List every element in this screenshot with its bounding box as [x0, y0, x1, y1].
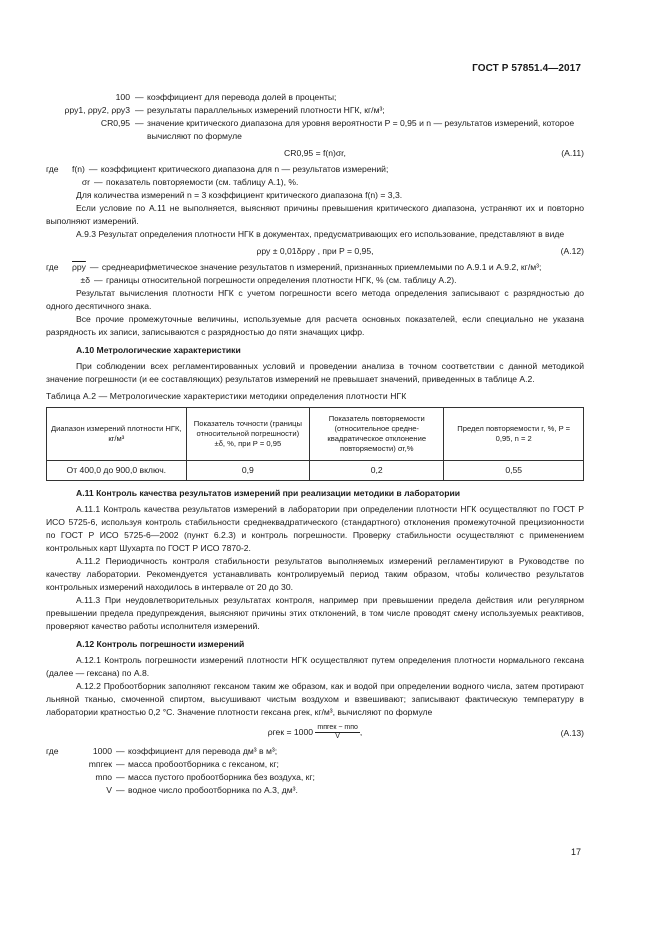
- table-header-cell: Показатель точности (границы относительной погрешности) ±δ, %, при P = 0,95: [186, 408, 310, 461]
- where-text: масса пустого пробоотборника без воздуха, кг;: [128, 772, 315, 782]
- paragraph: А.11.3 При неудовлетворительных результатах контроля, например при превышении предела действия или регулярном превышении предела предупреждения, выясняют причины этих отклонений, в том числе проводят смену используемых реактивов, проверяют качество работы исполнителя измерений.: [46, 595, 584, 631]
- def-text: результаты параллельных измерений плотности НГК, кг/м³;: [147, 105, 385, 115]
- section-heading: А.10 Метрологические характеристики: [76, 345, 241, 355]
- section-heading: А.12 Контроль погрешности измерений: [76, 639, 245, 649]
- formula-text: CR0,95 = f(n)σr,: [284, 148, 346, 158]
- where-symbol: ρру: [72, 262, 86, 272]
- table-header-row: [47, 408, 584, 461]
- paragraph: Если условие по А.11 не выполняется, выясняют причины превышения критического диапазона, устраняют их и повторно выполняют измерений.: [46, 203, 584, 226]
- where-row: mпгек — масса пробоотборника с гексаном, кг;: [46, 758, 584, 771]
- fraction-denominator: V: [335, 733, 340, 740]
- where-symbol: σr: [81, 177, 90, 187]
- def-symbol: 100: [115, 92, 130, 102]
- metrology-table: [46, 407, 584, 481]
- table-cell: От 400,0 до 900,0 включ.: [47, 461, 187, 481]
- formula-lhs: ρгек = 1000: [267, 726, 314, 737]
- paragraph: А.11.2 Периодичность контроля стабильности результатов выполняемых измерений регламентируют в Руководстве по качеству лаборатории. Рекомендуется устанавливать контролируемый период таким образом, чтобы количество результатов контрольных измерений находилось в интервале от 20 до 30.: [46, 556, 584, 592]
- paragraph: А.12.1 Контроль погрешности измерений плотности НГК осуществляют путем определения плотности нормального гексана (далее — гексана) по А.8.: [46, 655, 584, 678]
- where-symbol: mпгек: [88, 759, 112, 769]
- paragraph: Все прочие промежуточные величины, используемые для расчета основных показателей, если специально не указана разрядность их записи, записываются с разрядностью до пяти значащих цифр.: [46, 314, 584, 337]
- fraction-numerator: mпгек − mпо: [317, 724, 358, 731]
- page-number: 17: [570, 847, 581, 857]
- where-symbol: V: [106, 785, 112, 795]
- table-header-cell: Диапазон измерений плотности НГК, кг/м³: [47, 408, 187, 461]
- formula-a11: [46, 143, 584, 163]
- where-symbol: mпо: [95, 772, 112, 782]
- formula-number: (А.12): [560, 246, 584, 256]
- where-symbol: ±δ: [80, 275, 90, 285]
- where-row: mпо — масса пустого пробоотборника без воздуха, кг;: [46, 771, 584, 784]
- def-symbol: CR0,95: [100, 118, 130, 128]
- paragraph: При соблюдении всех регламентированных условий и проведении анализа в точном соответствии с данной методикой значение погрешности (и ее составляющих) результатов измерений не превышает значений, приведенных в таблице А.2.: [46, 361, 584, 384]
- where-row: где ρру — среднеарифметическое значение результатов n измерений, признанных приемлемыми по А.9.1 и А.9.2, кг/м³;: [46, 261, 584, 274]
- where-row: где f(n) — коэффициент критического диапазона для n — результатов измерений;: [46, 163, 584, 176]
- where-text: показатель повторяемости (см. таблицу А.1), %.: [106, 177, 299, 187]
- section-heading: А.11 Контроль качества результатов измерений при реализации методики в лаборатории: [76, 488, 461, 498]
- main-content: [46, 91, 584, 797]
- where-symbol: f(n): [72, 164, 85, 174]
- where-symbol: 1000: [92, 746, 112, 756]
- where-row: V — водное число пробоотборника по А.3, дм³.: [46, 784, 584, 797]
- paragraph: А.11.1 Контроль качества результатов измерений в лаборатории при определении плотности НГК осуществляют по ГОСТ Р ИСО 5725-6, используя контроль стабильности среднеквадратического (стандартного) отклонения промежуточной прецизионности по ГОСТ Р ИСО 5725-6—2002 (пункт 6.2.3) и контроль погрешности. Проверку стабильности осуществляют с применением контрольных карт Шухарта по ГОСТ Р ИСО 7870-2.: [46, 504, 584, 553]
- where-row: σr — показатель повторяемости (см. таблицу А.1), %.: [46, 176, 584, 189]
- document-header: ГОСТ Р 57851.4—2017: [472, 63, 581, 74]
- formula-a12: [46, 241, 584, 261]
- table-caption: Таблица А.2 — Метрологические характеристики методики определения плотности НГК: [46, 391, 407, 401]
- table-row: [47, 461, 584, 481]
- where-text: коэффициент критического диапазона для n — результатов измерений;: [100, 164, 389, 174]
- paragraph: А.9.3 Результат определения плотности НГК в документах, предусматривающих его использование, представляют в виде: [76, 229, 565, 239]
- where-text: масса пробоотборника с гексаном, кг;: [128, 759, 279, 769]
- paragraph: Результат вычисления плотности НГК с учетом погрешности всего метода определения записывают с разрядностью до одного десятичного знака.: [46, 288, 584, 311]
- def-row: CR0,95 — значение критического диапазона для уровня вероятности P = 0,95 и n — результатов измерений, которое вычисляют по формуле: [46, 117, 584, 143]
- where-row: ±δ — границы относительной погрешности определения плотности НГК, % (см. таблицу А.2).: [46, 274, 584, 287]
- where-text: водное число пробоотборника по А.3, дм³.: [128, 785, 298, 795]
- where-text: коэффициент для перевода дм³ в м³;: [128, 746, 278, 756]
- formula-number: (А.11): [561, 148, 584, 158]
- def-text: значение критического диапазона для уровня вероятности P = 0,95 и n — результатов измерений, которое вычисляют по формуле: [147, 118, 575, 141]
- formula-a13: ρгек = 1000 $\frac{\text{mпгек − mпо}}{V}$ , (А.13): [267, 724, 584, 740]
- def-text: коэффициент для перевода долей в проценты;: [147, 92, 337, 102]
- formula-number: (А.13): [560, 728, 584, 738]
- def-symbol: ρру1, ρру2, ρру3: [64, 105, 130, 115]
- def-row: 100 — коэффициент для перевода долей в проценты;: [46, 91, 584, 104]
- table-header-cell: Предел повторяемости r, %, P = 0,95, n = 2: [444, 408, 584, 461]
- paragraph: Для количества измерений n = 3 коэффициент критического диапазона f(n) = 3,3.: [76, 190, 403, 200]
- formula-fraction: [315, 724, 359, 741]
- where-text: границы относительной погрешности определения плотности НГК, % (см. таблицу А.2).: [106, 275, 457, 285]
- def-row: ρру1, ρру2, ρру3 — результаты параллельных измерений плотности НГК, кг/м³;: [46, 104, 584, 117]
- table-cell: 0,9: [186, 461, 310, 481]
- formula-text: ρру ± 0,01δρру , при P = 0,95,: [256, 246, 374, 256]
- table-cell: 0,2: [310, 461, 444, 481]
- table-header-cell: Показатель повторяемости (относительное средне-квадратическое отклонение повторяемости) σr,%: [310, 408, 444, 461]
- where-row: где 1000 — коэффициент для перевода дм³ в м³;: [46, 745, 584, 758]
- where-text: среднеарифметическое значение результатов n измерений, признанных приемлемыми по А.9.1 и А.9.2, кг/м³;: [101, 262, 542, 272]
- paragraph: А.12.2 Пробоотборник заполняют гексаном таким же образом, как и водой при определении водного числа, затем протирают льняной тканью, смоченной спиртом, высушивают чистым воздухом и взвешивают; записывают фактическую температуру в лаборатории кратностью 0,2 °С. Значение плотности гексана ρгек, кг/м³, вычисляют по формуле: [46, 681, 584, 717]
- table-cell: 0,55: [444, 461, 584, 481]
